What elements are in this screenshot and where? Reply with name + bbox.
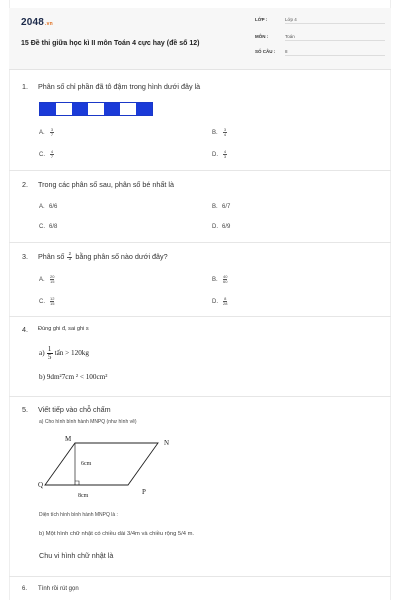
q1-option-b[interactable]: B. $\frac{3}{4}$ [212,127,227,137]
unshaded-cell [88,103,104,115]
parallelogram-figure [40,435,170,500]
document-header: 2048.vn 15 Đề thi giữa học kì II môn Toán 4 cực hay (đề số 12) LỚP : Lớp 4 MÔN : Toán SỐ CÂU : 8 [9,8,391,70]
q5-area-line: Diện tích hình bình hành MNPQ là : [39,512,118,518]
q1-option-d[interactable]: D. $\frac{4}{3}$ [212,149,227,159]
vertex-p-label: P [142,488,146,496]
vertex-q-label: Q [38,481,44,489]
shaded-cell [40,103,56,115]
unshaded-cell [120,103,136,115]
document-title: 15 Đề thi giữa học kì II môn Toán 4 cực hay (đề số 12) [21,40,200,47]
q1-option-a[interactable]: A. $\frac{3}{7}$ [39,127,54,137]
q2-option-c[interactable]: C. 6/8 [39,224,58,230]
divider [9,170,391,171]
site-logo[interactable]: 2048.vn [21,17,53,28]
base-label: 8cm [78,493,89,499]
unshaded-cell [56,103,72,115]
divider [9,316,391,317]
divider [9,576,391,577]
q3-option-a[interactable]: A. $\frac{20}{15}$ [39,274,55,284]
vertex-n-label: N [164,439,170,447]
right-angle-mark [75,481,79,485]
divider [9,396,391,397]
q3-option-c[interactable]: C. $\frac{12}{15}$ [39,296,55,306]
parallelogram-shape [45,443,158,485]
q2-option-d[interactable]: D. 6/9 [212,224,231,230]
q2-option-a[interactable]: A. 6/6 [39,204,58,210]
q2-option-b[interactable]: B. 6/7 [212,204,231,210]
shaded-cell [72,103,88,115]
q1-option-c[interactable]: C. $\frac{4}{7}$ [39,149,54,159]
q4-statement-a: a) $\frac{1}{5}$ tấn > 120kg [39,345,89,361]
q5-sub-a: a) Cho hình bình hành MNPQ (như hình vẽ) [39,419,137,425]
divider [9,242,391,243]
shaded-fraction-strip [39,102,153,116]
q3-option-b[interactable]: B. $\frac{40}{60}$ [212,274,228,284]
shaded-cell [104,103,120,115]
vertex-m-label: M [65,435,72,443]
q3-option-d[interactable]: D. $\frac{8}{28}$ [212,296,228,306]
q4-statement-b: b) 9dm²7cm ² < 100cm² [39,373,108,381]
q5-sub-b: b) Một hình chữ nhật có chiều dài 3/4m và chiều rộng 5/4 m. [39,531,195,537]
height-label: 6cm [81,461,92,467]
shaded-cell [136,103,152,115]
